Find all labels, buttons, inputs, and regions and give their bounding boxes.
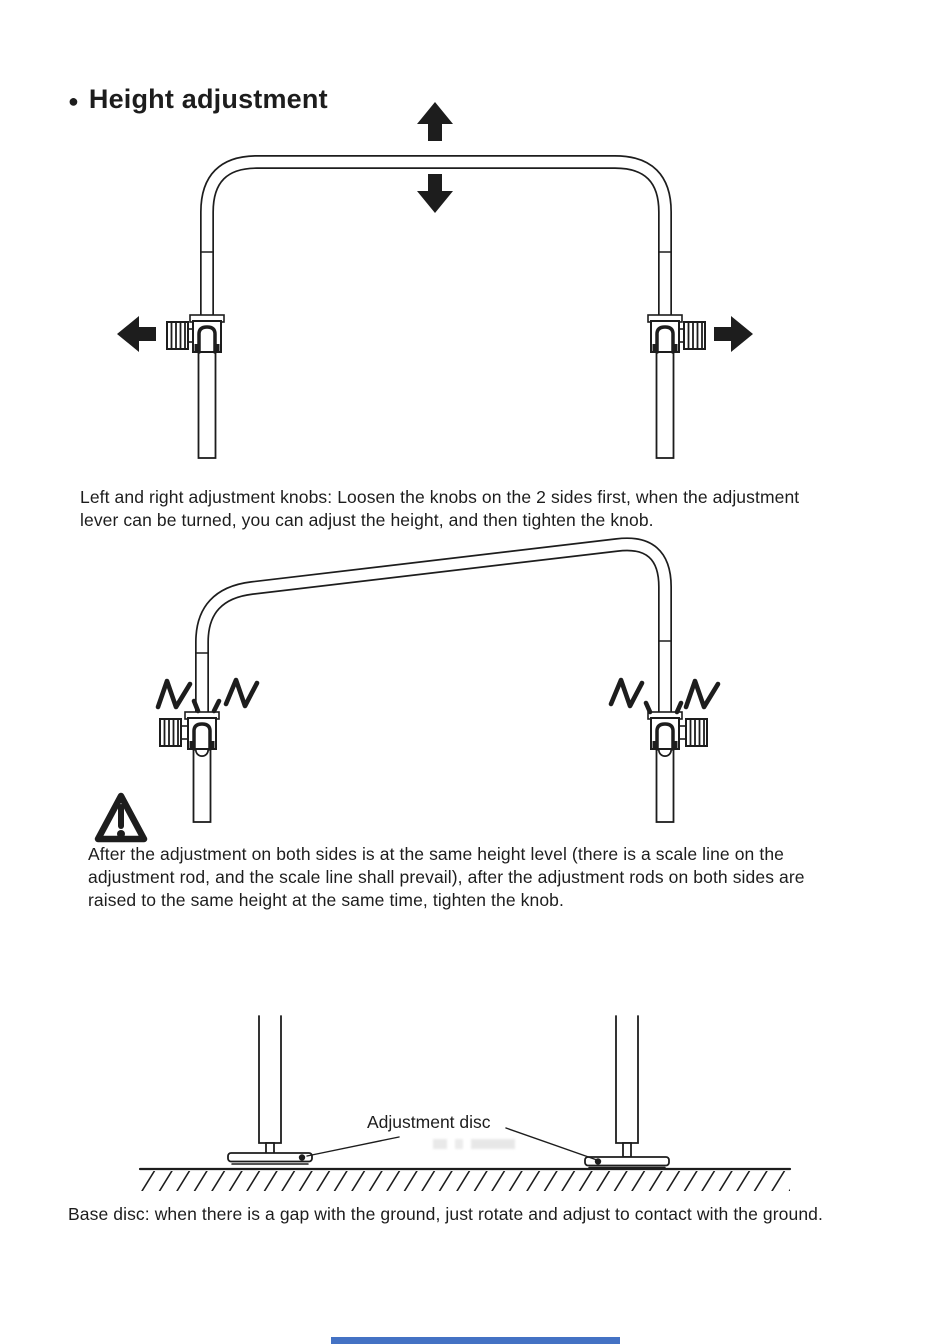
title-bullet: ● — [68, 90, 79, 111]
leader-line-left — [307, 1137, 399, 1156]
right-arrow-icon — [714, 316, 753, 352]
adjustment-disc-label: Adjustment disc — [367, 1112, 491, 1132]
paragraph-line: After the adjustment on both sides is at the same height level (there is a scale line on the — [88, 844, 784, 864]
left-arrow-icon — [117, 316, 156, 352]
up-arrow-icon — [417, 102, 453, 141]
section-title — [68, 84, 328, 115]
warning-paragraph — [88, 843, 805, 912]
faded-print-artifact — [433, 1139, 515, 1149]
diagram-height-arrows — [117, 102, 753, 458]
paragraph-line: adjustment rod, and the scale line shall prevail), after the adjustment rods on both sides are — [88, 867, 805, 887]
right-knob-assembly — [648, 712, 707, 749]
left-knob-assembly — [167, 315, 224, 352]
paragraph-line: Base disc: when there is a gap with the ground, just rotate and adjust to contact with the ground. — [68, 1204, 823, 1224]
knobs-instruction-paragraph — [80, 486, 799, 532]
paragraph-line: lever can be turned, you can adjust the height, and then tighten the knob. — [80, 510, 654, 530]
warning-triangle-icon — [98, 796, 144, 839]
diagram-base-disc — [140, 1016, 790, 1191]
paragraph-line: raised to the same height at the same time, tighten the knob. — [88, 890, 564, 910]
diagram-loosen-knobs — [158, 544, 718, 822]
right-knob-assembly — [648, 315, 705, 352]
base-disc-paragraph — [68, 1203, 823, 1226]
down-arrow-icon — [417, 174, 453, 213]
leader-line-right — [506, 1128, 597, 1160]
shock-marks-icon — [158, 680, 718, 712]
left-knob-assembly — [160, 712, 219, 749]
paragraph-line: Left and right adjustment knobs: Loosen the knobs on the 2 sides first, when the adjustment — [80, 487, 800, 507]
footer-accent-bar — [331, 1337, 620, 1344]
page-title: Height adjustment — [88, 84, 328, 114]
ground-hatching — [140, 1171, 790, 1191]
